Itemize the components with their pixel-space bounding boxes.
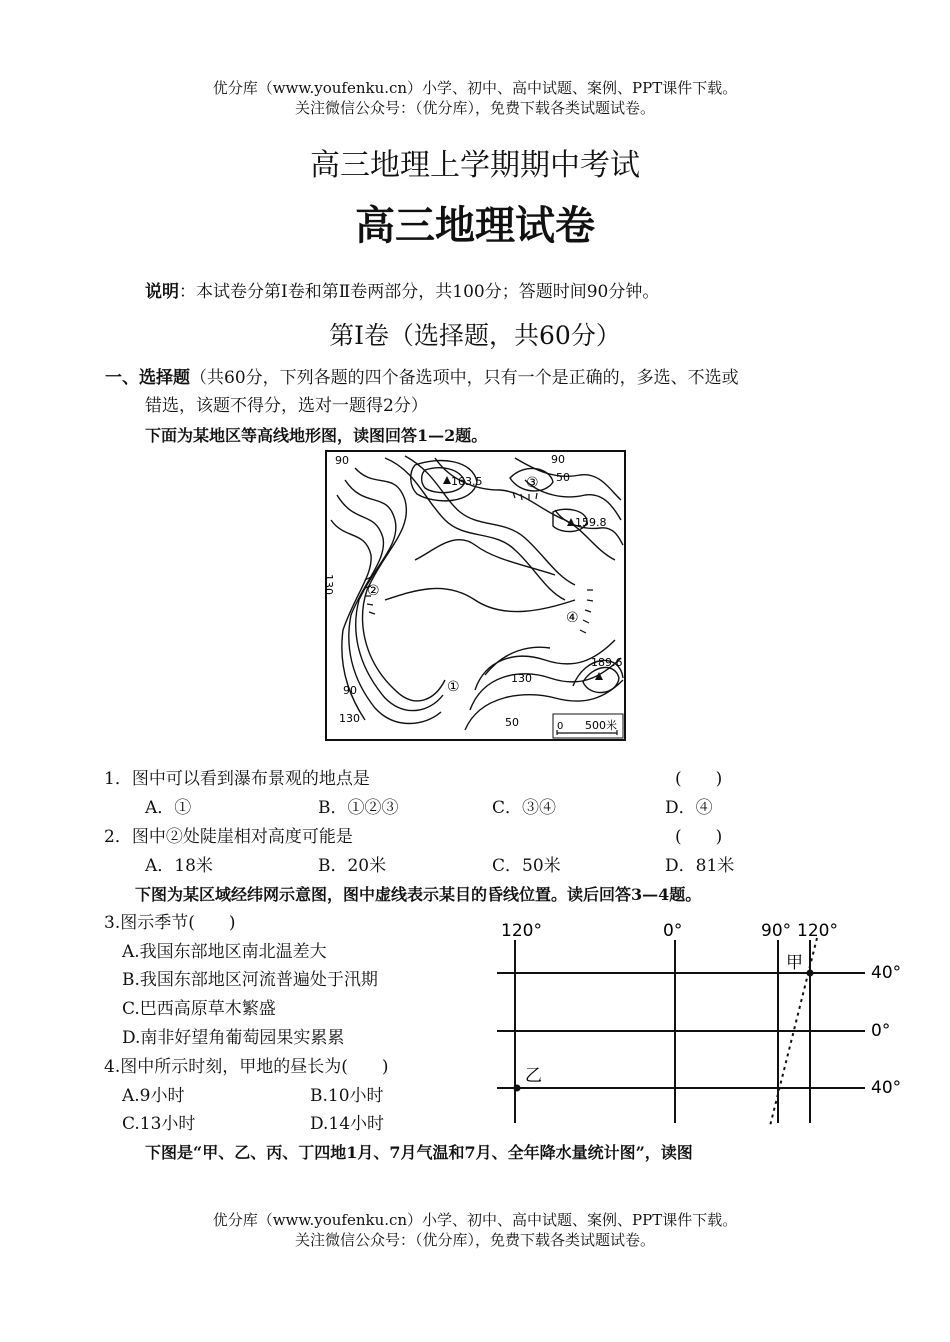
point-jia-label: 甲 [786,953,803,973]
q2-option-c: C．50米 [492,856,561,876]
header-line-2: 关注微信公众号：（优分库），免费下载各类试题试卷。 [294,99,655,117]
q3-option-a: A.我国东部地区南北温差大 [122,942,327,962]
lat-label-0: 0° [871,1021,891,1041]
q1-option-a: A．① [145,798,192,818]
q1-bracket: ( ) [675,769,723,789]
lon-label-0: 0° [663,921,683,941]
contour-label-130-left: 130 [322,574,335,595]
peak-elevation-1: 163.5 [451,475,483,488]
q2-option-b: B．20米 [318,856,387,876]
marker-4: ④ [566,610,579,626]
marker-1: ① [447,679,460,695]
q3-stem: 3.图示季节( ) [104,913,236,933]
instruction [145,280,659,304]
q2-option-a: A．18米 [145,856,213,876]
lon-label-120w: 120° [501,921,542,941]
q1-stem: 1．图中可以看到瀑布景观的地点是 [104,769,370,789]
q4-stem: 4.图中所示时刻，甲地的昼长为( ) [104,1057,389,1077]
lon-label-120e: 120° [797,921,838,941]
map-intro: 下面为某地区等高线地形图，读图回答1—2题。 [145,426,488,445]
part1-desc-1: （共60分，下列各题的四个备选项中，只有一个是正确的，多选、不选或 [190,368,739,388]
scale-distance: 500米 [585,719,617,732]
q2-stem: 2．图中②处陡崖相对高度可能是 [104,827,353,847]
peak-elevation-3: 189.6 [591,656,623,669]
exam-title: 高三地理试卷 [355,203,595,249]
footer-line-2: 关注微信公众号：（优分库），免费下载各类试题试卷。 [294,1231,655,1249]
q4-option-d: D.14小时 [310,1114,385,1134]
q4-option-a: A.9小时 [122,1086,185,1106]
contour-map [322,450,627,742]
point-yi-dot [514,1085,521,1092]
instruction-label: 说明 [145,282,179,302]
contour-label-90-left: 90 [343,684,357,697]
q3-option-d: D.南非好望角葡萄园果实累累 [122,1028,345,1048]
contour-label-90-top: 90 [335,454,349,467]
contour-label-50-bottom: 50 [505,716,519,729]
q4-option-c: C.13小时 [122,1114,196,1134]
grid-intro: 下图为某区域经纬网示意图，图中虚线表示某目的昏线位置。读后回答3—4题。 [135,885,702,904]
contour-label-130-bottom: 130 [339,712,360,725]
q3-option-b: B.我国东部地区河流普遍处于汛期 [122,970,378,990]
lon-label-90: 90° [761,921,792,941]
section-title: 第Ⅰ卷（选择题，共60分） [329,321,621,350]
part1-line-1 [105,366,739,390]
peak-elevation-2: 159.8 [575,516,607,529]
footer-line-1: 优分库（www.youfenku.cn）小学、初中、高中试题、案例、PPT课件下载。 [212,1211,738,1229]
q1-option-d: D．④ [665,798,713,818]
header-line-1: 优分库（www.youfenku.cn）小学、初中、高中试题、案例、PPT课件下载。 [212,79,738,97]
contour-label-130-right: 130 [511,672,532,685]
chart-intro: 下图是“甲、乙、丙、丁四地1月、7月气温和7月、全年降水量统计图”，读图 [145,1143,693,1162]
marker-3: ③ [526,475,539,491]
contour-label-90-topright: 90 [551,453,565,466]
contour-label-50-top: 50 [556,471,570,484]
exam-subtitle: 高三地理上学期期中考试 [310,148,640,183]
q4-option-b: B.10小时 [310,1086,384,1106]
q1-option-c: C．③④ [492,798,557,818]
q1-option-b: B．①②③ [318,798,399,818]
point-yi-label: 乙 [525,1066,542,1086]
marker-2: ② [367,583,380,599]
scale-zero: 0 [557,721,564,732]
latlon-grid [495,918,915,1128]
q2-option-d: D．81米 [665,856,735,876]
instruction-text: ：本试卷分第Ⅰ卷和第Ⅱ卷两部分，共100分；答题时间90分钟。 [179,282,660,302]
point-jia-dot [807,970,814,977]
lat-label-40s: 40° [871,1078,902,1098]
part1-heading: 一、选择题 [105,368,190,388]
q2-bracket: ( ) [675,827,723,847]
q3-option-c: C.巴西高原草木繁盛 [122,999,276,1019]
part1-desc-2: 错选，该题不得分，选对一题得2分） [145,396,428,416]
lat-label-40n: 40° [871,963,902,983]
